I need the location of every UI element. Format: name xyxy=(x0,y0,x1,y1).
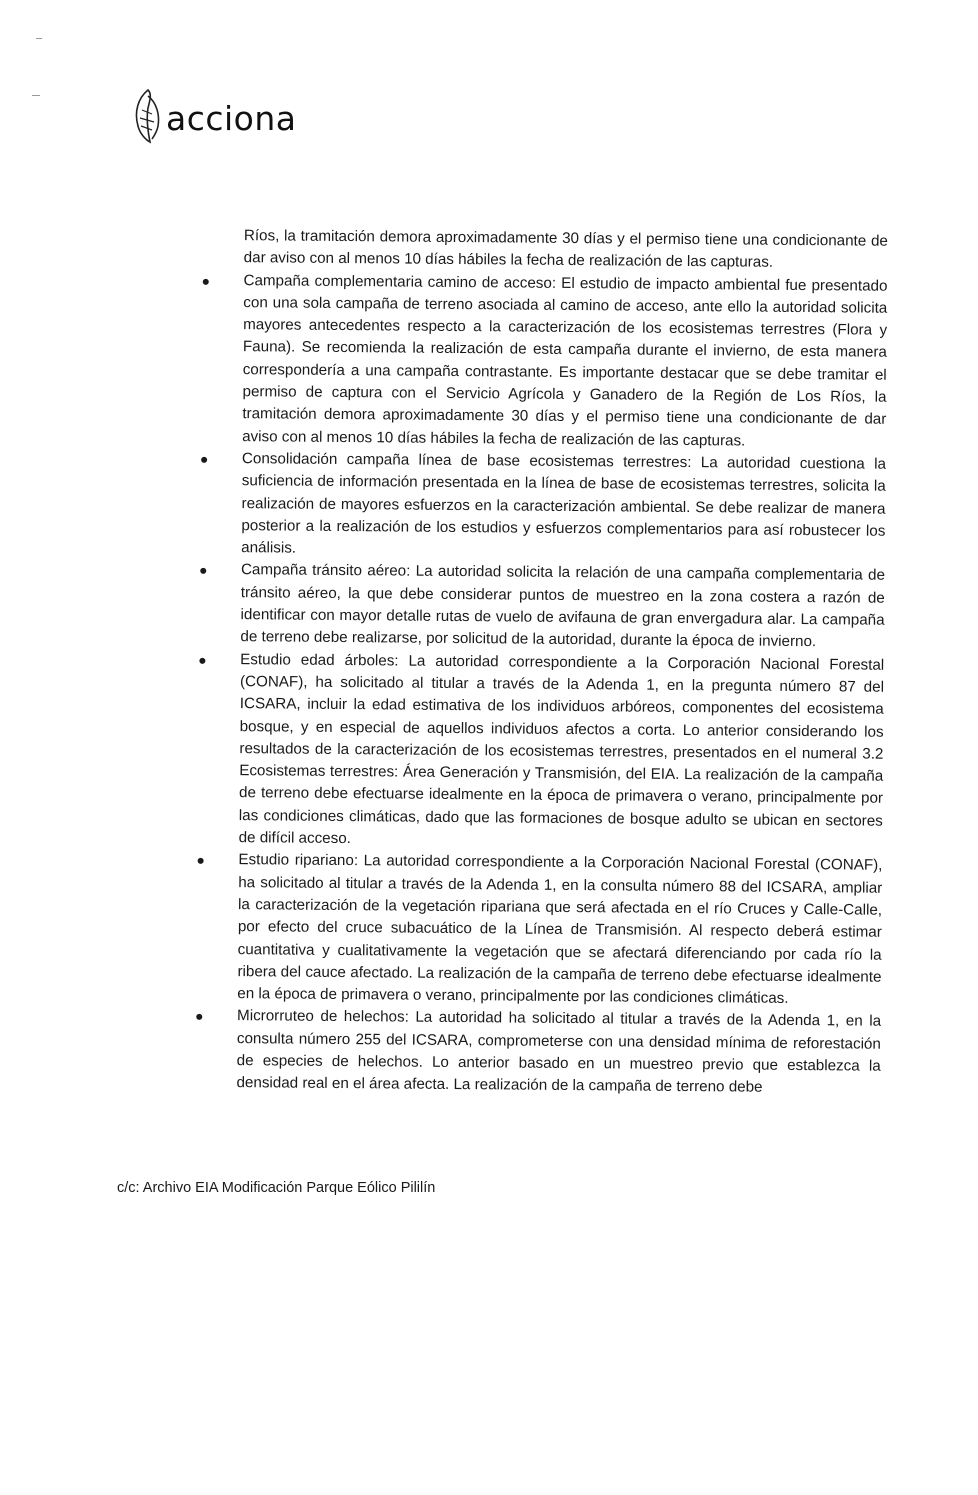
logo-wordmark: acciona xyxy=(166,98,297,138)
list-item xyxy=(198,559,886,654)
bullet-icon: ● xyxy=(198,651,207,668)
list-item xyxy=(196,849,883,1011)
cc-footer: c/c: Archivo EIA Modificación Parque Eólico Pililín xyxy=(117,1180,436,1196)
list-item-text: Campaña complementaria camino de acceso: El estudio de impacto ambiental fue presentado con una sola campaña de terreno asociada al camino de acceso, ante ello la autoridad solicita mayores antecedentes respecto a la caracterización de los ecosistemas terrestres (Flora y Fauna). Se recomienda la realización de esta campaña durante el invierno, de esta manera correspondería a una campaña contrastante. Es importante destacar que se debe tramitar el permiso de captura con el Servicio Agrícola y Ganadero de la Región de Los Ríos, la tramitación demora aproximadamente 30 días y el permiso tiene una condicionante de dar aviso con al menos 10 días hábiles la fecha de realización de las capturas. xyxy=(242,271,888,450)
list-item xyxy=(201,270,888,454)
list-item-text: Estudio edad árboles: La autoridad correspondiente a la Corporación Nacional Forestal (CONAF), ha solicitado al titular a través de la Adenda 1, en la pregunta número 87 del ICSARA, incluir la edad estimativa de los individuos arbóreos, componentes del ecosistema bosque, y en especial de aquellos individuos afectos a corta. Lo anterior considerando los resultados de la caracterización de los ecosistemas terrestres, presentados en el numeral 3.2 Ecosistemas terrestres: Área Generación y Transmisión, del EIA. La realización de la campaña de terreno debe efectuarse idealmente en la época de primavera o verano, principalmente por las condiciones climáticas, dado que las formaciones de bosque adulto se ubican en sectores de difícil acceso. xyxy=(238,650,885,848)
scan-mark xyxy=(36,38,42,39)
scan-mark xyxy=(32,95,40,96)
bullet-icon: ● xyxy=(195,1008,204,1025)
bullet-icon: ● xyxy=(199,450,209,467)
bullet-icon: ● xyxy=(198,562,208,579)
list-item xyxy=(198,649,885,855)
list-item-text: Consolidación campaña línea de base ecosistemas terrestres: La autoridad cuestiona la suficiencia de información presentada en la línea de base de ecosistemas terrestres, solicita la realización de mayores esfuerzos en la caracterización ambiental. Se debe realizar de manera posterior a la realización de los estudios y esfuerzos complementarios para así robustecer los análisis. xyxy=(241,450,887,557)
bullet-icon: ● xyxy=(196,852,205,869)
list-item-text: Campaña tránsito aéreo: La autoridad solicita la relación de una campaña complementaria de tránsito aéreo, la que debe considerar puntos de muestreo en la zona costera a razón de identificar con mayor detalle rutas de vuelo de avifauna de gran envergadura alar. La campaña de terreno debe realizarse, por solicitud de la autoridad, durante la época de invierno. xyxy=(240,561,886,651)
list-item-text: Estudio ripariano: La autoridad correspondiente a la Corporación Nacional Forestal (CONAF), ha solicitado al titular a través de la Adenda 1, en la consulta número 88 del ICSARA, ampliar la caracterización de la vegetación ripariana que será afectada en el río Cruces y Calle-Calle, por efecto del cruce subacuático de la Línea de Transmisión. Al respecto deberá estimar cuantitativa y cualitativamente la vegetación que se afectará diferenciando por cada río la ribera del cauce afectado. La realización de la campaña de terreno debe efectuarse idealmente en la época de primavera o verano, principalmente por las condiciones climáticas. xyxy=(237,851,883,1008)
document-body xyxy=(195,225,888,1100)
company-logo xyxy=(130,86,297,146)
campaign-list xyxy=(195,270,888,1101)
continuation-paragraph: Ríos, la tramitación demora aproximadamente 30 días y el permiso tiene una condicionante de dar aviso con al menos 10 días hábiles la fecha de realización de las capturas. xyxy=(243,227,888,272)
list-item xyxy=(195,1005,882,1100)
list-item-text: Microrruteo de helechos: La autoridad ha solicitado al titular a través de la Adenda 1, en la consulta número 255 del ICSARA, comprometerse con una densidad mínima de reforestación de especies de helechos. Lo anterior basado en un muestreo previo que establezca la densidad real en el área afecta. La realización de la campaña de terreno debe xyxy=(236,1007,882,1096)
list-item xyxy=(199,448,887,565)
bullet-icon: ● xyxy=(201,272,211,289)
acciona-leaf-icon xyxy=(130,86,166,146)
